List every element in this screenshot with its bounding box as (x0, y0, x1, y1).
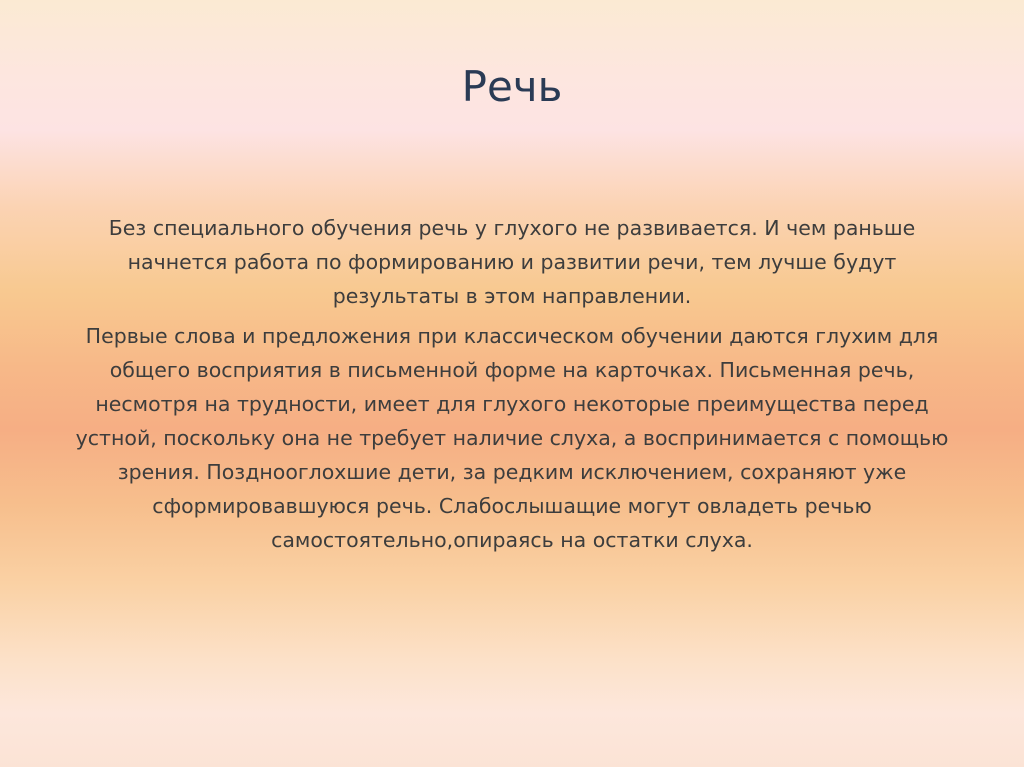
slide-body (62, 211, 962, 563)
paragraph-1: Без специального обучения речь у глухого не развивается. И чем раньше начнется работа по формированию и развитии речи, тем лучше будут результаты в этом направлении. (108, 216, 916, 308)
paragraph-2: Первые слова и предложения при классическом обучении даются глухим для общего восприятия в письменной форме на карточках. Письменная речь, несмотря на трудности, имеет для глухого некоторые преимущества перед устной, поскольку она не требует наличие слуха, а воспринимается с помощью зрения. Позднооглохшие дети, за редким исключением, сохраняют уже сформировавшуюся речь. Слабослышащие могут овладеть речью самостоятельно,опираясь на остатки слуха. (75, 324, 949, 552)
slide-title: Речь (461, 62, 563, 111)
